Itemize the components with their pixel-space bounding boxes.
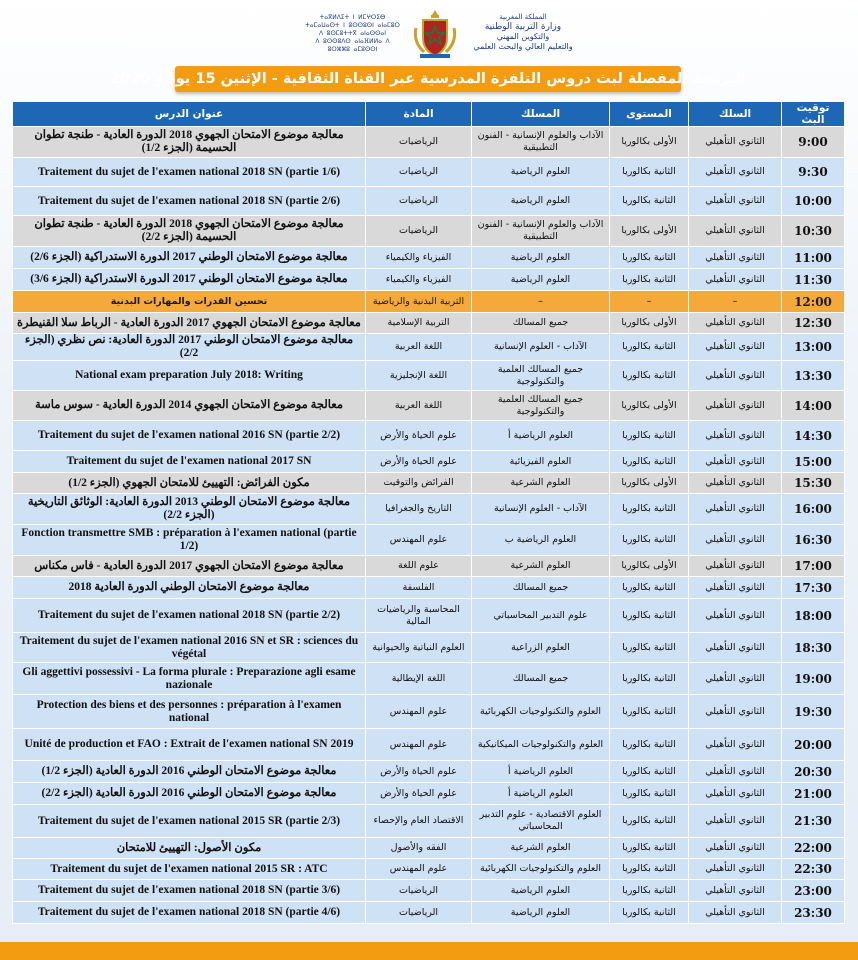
track-cell: العلوم الرياضية [472, 247, 610, 269]
cycle-cell: الثانوي التأهيلي [689, 391, 782, 421]
level-cell: الثانية بكالوريا [610, 663, 689, 695]
column-header-level: المستوى [610, 102, 689, 127]
time-cell: 19:00 [782, 663, 845, 695]
subject-cell: علوم المهندس [366, 859, 472, 880]
cycle-cell: الثانوي التأهيلي [689, 216, 782, 247]
table-row [13, 880, 845, 902]
cycle-cell: الثانوي التأهيلي [689, 361, 782, 391]
table-row [13, 633, 845, 663]
subject-cell: الرياضيات [366, 127, 472, 158]
table-row [13, 473, 845, 494]
subject-cell: الفلسفة [366, 577, 472, 599]
lesson-cell: Traitement du sujet de l'examen national 2018 SN (partie 2/6) [13, 187, 366, 216]
lesson-cell: Traitement du sujet de l'examen national 2018 SN (partie 1/6) [13, 158, 366, 187]
track-cell: العلوم والتكنولوجيات الميكانيكية [472, 729, 610, 761]
level-cell: الأولى بكالوريا [610, 391, 689, 421]
table-row [13, 291, 845, 313]
level-cell: الأولى بكالوريا [610, 216, 689, 247]
level-cell: الأولى بكالوريا [610, 313, 689, 334]
lesson-cell: Fonction transmettre SMB : préparation à l'examen national (partie 1/2) [13, 525, 366, 556]
table-row [13, 421, 845, 451]
subject-cell: علوم الحياة والأرض [366, 783, 472, 805]
cycle-cell: الثانوي التأهيلي [689, 599, 782, 633]
track-cell: الآداب - العلوم الإنسانية [472, 494, 610, 525]
cycle-cell: الثانوي التأهيلي [689, 663, 782, 695]
track-cell: العلوم الفيزيائية [472, 451, 610, 473]
subject-cell: الرياضيات [366, 187, 472, 216]
ministry-name-arabic [468, 12, 578, 52]
lesson-cell: معالجة موضوع الامتحان الجهوي 2017 الدورة العادية - فاس مكناس [13, 556, 366, 577]
table-row [13, 269, 845, 291]
cycle-cell: الثانوي التأهيلي [689, 577, 782, 599]
time-cell: 21:30 [782, 805, 845, 838]
time-cell: 17:00 [782, 556, 845, 577]
time-cell: 11:30 [782, 269, 845, 291]
column-header-cycle: السلك [689, 102, 782, 127]
subject-cell: الرياضيات [366, 880, 472, 902]
level-cell: الثانية بكالوريا [610, 361, 689, 391]
track-cell: الآداب - العلوم الإنسانية [472, 334, 610, 361]
lesson-cell: معالجة موضوع الامتحان الوطني 2017 الدورة الاستدراكية (الجزء 2/6) [13, 247, 366, 269]
track-cell: العلوم الشرعية [472, 556, 610, 577]
level-cell: الثانية بكالوريا [610, 880, 689, 902]
table-row [13, 313, 845, 334]
cycle-cell: الثانوي التأهيلي [689, 695, 782, 729]
lesson-cell: معالجة موضوع الامتحان الوطني الدورة العادية 2018 [13, 577, 366, 599]
level-cell: الثانية بكالوريا [610, 451, 689, 473]
ministry-name-tifinagh [305, 14, 400, 54]
subject-cell: علوم المهندس [366, 525, 472, 556]
table-row [13, 361, 845, 391]
level-cell: الثانية بكالوريا [610, 187, 689, 216]
lesson-cell: Unité de production et FAO : Extrait de l'examen national SN 2019 [13, 729, 366, 761]
table-row [13, 556, 845, 577]
cycle-cell: الثانوي التأهيلي [689, 334, 782, 361]
table-row [13, 158, 845, 187]
time-cell: 23:30 [782, 902, 845, 924]
lesson-cell: معالجة موضوع الامتحان الوطني 2017 الدورة الاستدراكية (الجزء 3/6) [13, 269, 366, 291]
time-cell: 20:30 [782, 761, 845, 783]
subject-cell: العلوم النباتية والحيوانية [366, 633, 472, 663]
subject-cell: اللغة العربية [366, 391, 472, 421]
table-row [13, 391, 845, 421]
track-cell: العلوم الرياضية [472, 158, 610, 187]
lesson-cell: معالجة موضوع الامتحان الوطني 2017 الدورة العادية: نص نظري (الجزء 2/2) [13, 334, 366, 361]
table-row [13, 599, 845, 633]
schedule-body [13, 127, 845, 924]
subject-cell: الرياضيات [366, 216, 472, 247]
level-cell: الأولى بكالوريا [610, 127, 689, 158]
time-cell: 19:30 [782, 695, 845, 729]
cycle-cell: الثانوي التأهيلي [689, 633, 782, 663]
track-cell: العلوم الرياضية أ [472, 783, 610, 805]
time-cell: 13:00 [782, 334, 845, 361]
cycle-cell: الثانوي التأهيلي [689, 494, 782, 525]
time-cell: 16:00 [782, 494, 845, 525]
track-cell: – [472, 291, 610, 313]
cycle-cell: الثانوي التأهيلي [689, 247, 782, 269]
subject-cell: المحاسبة والرياضيات المالية [366, 599, 472, 633]
cycle-cell: الثانوي التأهيلي [689, 556, 782, 577]
subject-cell: التربية الإسلامية [366, 313, 472, 334]
track-cell: العلوم الاقتصادية - علوم التدبير المحاسباتي [472, 805, 610, 838]
table-row [13, 695, 845, 729]
level-cell: الثانية بكالوريا [610, 421, 689, 451]
cycle-cell: الثانوي التأهيلي [689, 729, 782, 761]
track-cell: العلوم الرياضية [472, 880, 610, 902]
lesson-cell: معالجة موضوع الامتحان الوطني 2016 الدورة العادية (الجزء 1/2) [13, 761, 366, 783]
level-cell: الثانية بكالوريا [610, 695, 689, 729]
ministry-line: والتعليم العالي والبحث العلمي [473, 42, 573, 51]
column-header-subject: المادة [366, 102, 472, 127]
subject-cell: الفقه والأصول [366, 838, 472, 859]
track-cell: العلوم والتكنولوجيات الكهربائية [472, 695, 610, 729]
lesson-cell: Traitement du sujet de l'examen national 2017 SN [13, 451, 366, 473]
time-cell: 20:00 [782, 729, 845, 761]
time-cell: 14:30 [782, 421, 845, 451]
level-cell: الثانية بكالوريا [610, 783, 689, 805]
cycle-cell: الثانوي التأهيلي [689, 525, 782, 556]
lesson-cell: مكون الفرائض: التهييئ للامتحان الجهوي (الجزء 1/2) [13, 473, 366, 494]
level-cell: الأولى بكالوريا [610, 556, 689, 577]
time-cell: 13:30 [782, 361, 845, 391]
schedule-table [12, 101, 845, 924]
cycle-cell: الثانوي التأهيلي [689, 902, 782, 924]
level-cell: الثانية بكالوريا [610, 334, 689, 361]
lesson-cell: معالجة موضوع الامتحان الجهوي 2018 الدورة العادية - طنجة تطوان الحسيمة (الجزء 2/2) [13, 216, 366, 247]
cycle-cell: الثانوي التأهيلي [689, 127, 782, 158]
table-row [13, 838, 845, 859]
ministry-line: وزارة التربية الوطنية [484, 22, 562, 32]
subject-cell: الفيزياء والكيمياء [366, 269, 472, 291]
level-cell: الثانية بكالوريا [610, 247, 689, 269]
track-cell: العلوم الرياضية [472, 269, 610, 291]
track-cell: جميع المسالك [472, 663, 610, 695]
table-row [13, 216, 845, 247]
time-cell: 9:00 [782, 127, 845, 158]
time-cell: 16:30 [782, 525, 845, 556]
level-cell: الثانية بكالوريا [610, 599, 689, 633]
table-row [13, 334, 845, 361]
table-row [13, 451, 845, 473]
track-cell: الآداب والعلوم الإنسانية - الفنون التطبيقية [472, 216, 610, 247]
lesson-cell: Traitement du sujet de l'examen national 2015 SR : ATC [13, 859, 366, 880]
cycle-cell: الثانوي التأهيلي [689, 859, 782, 880]
track-cell: جميع المسالك [472, 577, 610, 599]
header [0, 0, 858, 70]
subject-cell: علوم المهندس [366, 695, 472, 729]
cycle-cell: الثانوي التأهيلي [689, 473, 782, 494]
tifinagh-line: ⵜⴰⵎⴰⵡⴰⵙⵜ ⵏ ⵓⵙⵙⵓⵙⵏ ⴰⵏⴰⵎⵓⵔ [305, 22, 400, 29]
kingdom-emblem-icon [412, 8, 458, 60]
tifinagh-line: ⴷ ⵓⵙⵙⵓⴷⵙ ⴰⵏⴰⴼⵍⵍⴰ ⴷ ⵓⵔⵣⵣⵓ ⴰⵎⵓⵙⵙⵏ [315, 38, 390, 53]
column-header-time: توقيت البث [782, 102, 845, 127]
table-row [13, 902, 845, 924]
bottom-accent-bar [0, 942, 858, 960]
track-cell: العلوم الشرعية [472, 473, 610, 494]
table-row [13, 729, 845, 761]
subject-cell: الاقتصاد العام والإحصاء [366, 805, 472, 838]
level-cell: الثانية بكالوريا [610, 805, 689, 838]
level-cell: – [610, 291, 689, 313]
cycle-cell: الثانوي التأهيلي [689, 451, 782, 473]
subject-cell: الفرائض والتوقيت [366, 473, 472, 494]
lesson-cell: معالجة موضوع الامتحان الجهوي 2018 الدورة العادية - طنجة تطوان الحسيمة (الجزء 1/2) [13, 127, 366, 158]
track-cell: جميع المسالك [472, 313, 610, 334]
subject-cell: الرياضيات [366, 902, 472, 924]
time-cell: 12:00 [782, 291, 845, 313]
track-cell: جميع المسالك العلمية والتكنولوجية [472, 361, 610, 391]
lesson-cell: Protection des biens et des personnes : préparation à l'examen national [13, 695, 366, 729]
lesson-cell: معالجة موضوع الامتحان الوطني 2016 الدورة العادية (الجزء 2/2) [13, 783, 366, 805]
cycle-cell: الثانوي التأهيلي [689, 838, 782, 859]
time-cell: 23:00 [782, 880, 845, 902]
time-cell: 22:00 [782, 838, 845, 859]
table-row [13, 663, 845, 695]
cycle-cell: الثانوي التأهيلي [689, 313, 782, 334]
lesson-cell: معالجة موضوع الامتحان الجهوي 2017 الدورة العادية - الرباط سلا القنيطرة [13, 313, 366, 334]
subject-cell: علوم الحياة والأرض [366, 421, 472, 451]
time-cell: 12:30 [782, 313, 845, 334]
table-row [13, 577, 845, 599]
track-cell: جميع المسالك العلمية والتكنولوجية [472, 391, 610, 421]
track-cell: العلوم والتكنولوجيات الكهربائية [472, 859, 610, 880]
track-cell: العلوم الرياضية [472, 902, 610, 924]
subject-cell: اللغة الإنجليزية [366, 361, 472, 391]
level-cell: الأولى بكالوريا [610, 473, 689, 494]
track-cell: العلوم الرياضية ب [472, 525, 610, 556]
time-cell: 15:00 [782, 451, 845, 473]
table-row [13, 247, 845, 269]
subject-cell: اللغة العربية [366, 334, 472, 361]
subject-cell: الفيزياء والكيمياء [366, 247, 472, 269]
cycle-cell: – [689, 291, 782, 313]
subject-cell: علوم اللغة [366, 556, 472, 577]
track-cell: الآداب والعلوم الإنسانية - الفنون التطبيقية [472, 127, 610, 158]
time-cell: 18:00 [782, 599, 845, 633]
subject-cell: التربية البدنية والرياضية [366, 291, 472, 313]
level-cell: الثانية بكالوريا [610, 838, 689, 859]
time-cell: 18:30 [782, 633, 845, 663]
subject-cell: علوم الحياة والأرض [366, 451, 472, 473]
track-cell: العلوم الشرعية [472, 838, 610, 859]
lesson-cell: Traitement du sujet de l'examen national 2018 SN (partie 2/2) [13, 599, 366, 633]
track-cell: العلوم الرياضية أ [472, 761, 610, 783]
track-cell: العلوم الرياضية أ [472, 421, 610, 451]
table-row [13, 859, 845, 880]
time-cell: 11:00 [782, 247, 845, 269]
level-cell: الثانية بكالوريا [610, 633, 689, 663]
cycle-cell: الثانوي التأهيلي [689, 783, 782, 805]
column-header-lesson: عنوان الدرس [13, 102, 366, 127]
tifinagh-line: ⴷ ⵓⵙⵎⵓⵜⵜⴳ ⴰⵏⴰⵙⵙⴰⵏ [318, 30, 387, 37]
time-cell: 10:30 [782, 216, 845, 247]
table-row [13, 187, 845, 216]
subject-cell: اللغة الإيطالية [366, 663, 472, 695]
cycle-cell: الثانوي التأهيلي [689, 158, 782, 187]
level-cell: الثانية بكالوريا [610, 158, 689, 187]
lesson-cell: Traitement du sujet de l'examen national 2016 SN (partie 2/2) [13, 421, 366, 451]
lesson-cell: معالجة موضوع الامتحان الجهوي 2014 الدورة العادية - سوس ماسة [13, 391, 366, 421]
level-cell: الثانية بكالوريا [610, 577, 689, 599]
cycle-cell: الثانوي التأهيلي [689, 269, 782, 291]
tifinagh-line: ⵜⴰⴳⵍⴷⵉⵜ ⵏ ⵍⵎⵖⵔⵉⴱ [319, 14, 386, 21]
column-header-track: المسلك [472, 102, 610, 127]
subject-cell: علوم الحياة والأرض [366, 761, 472, 783]
subject-cell: الرياضيات [366, 158, 472, 187]
time-cell: 14:00 [782, 391, 845, 421]
cycle-cell: الثانوي التأهيلي [689, 805, 782, 838]
time-cell: 9:30 [782, 158, 845, 187]
level-cell: الثانية بكالوريا [610, 525, 689, 556]
level-cell: الثانية بكالوريا [610, 859, 689, 880]
cycle-cell: الثانوي التأهيلي [689, 880, 782, 902]
track-cell: العلوم الزراعية [472, 633, 610, 663]
ministry-line: المملكة المغربية [499, 13, 547, 21]
cycle-cell: الثانوي التأهيلي [689, 761, 782, 783]
time-cell: 22:30 [782, 859, 845, 880]
track-cell: العلوم الرياضية [472, 187, 610, 216]
subject-cell: علوم المهندس [366, 729, 472, 761]
cycle-cell: الثانوي التأهيلي [689, 187, 782, 216]
ministry-line: والتكوين المهني [496, 32, 550, 41]
cycle-cell: الثانوي التأهيلي [689, 421, 782, 451]
table-row [13, 783, 845, 805]
time-cell: 21:00 [782, 783, 845, 805]
time-cell: 15:30 [782, 473, 845, 494]
title-banner [109, 66, 747, 92]
lesson-cell: معالجة موضوع الامتحان الوطني 2013 الدورة العادية: الوثائق التاريخية (الجزء 2/2) [13, 494, 366, 525]
level-cell: الثانية بكالوريا [610, 761, 689, 783]
table-row [13, 525, 845, 556]
lesson-cell: Gli aggettivi possessivi - La forma plurale : Preparazione agli esame nazionale [13, 663, 366, 695]
level-cell: الثانية بكالوريا [610, 269, 689, 291]
lesson-cell: Traitement du sujet de l'examen national 2018 SN (partie 3/6) [13, 880, 366, 902]
lesson-cell: Traitement du sujet de l'examen national 2016 SN et SR : sciences du végétal [13, 633, 366, 663]
track-cell: علوم التدبير المحاسباتي [472, 599, 610, 633]
table-row [13, 127, 845, 158]
table-row [13, 761, 845, 783]
lesson-cell: Traitement du sujet de l'examen national 2018 SN (partie 4/6) [13, 902, 366, 924]
table-row [13, 805, 845, 838]
table-header-row [13, 102, 845, 127]
page-title: البرمجة المفصلة لبث دروس التلفزة المدرسية عبر القناة الثقافية - الإثنين 15 يونيو 2020 [109, 71, 747, 87]
level-cell: الثانية بكالوريا [610, 902, 689, 924]
lesson-cell: مكون الأصول: التهييئ للامتحان [13, 838, 366, 859]
time-cell: 10:00 [782, 187, 845, 216]
level-cell: الثانية بكالوريا [610, 494, 689, 525]
subject-cell: التاريخ والجغرافيا [366, 494, 472, 525]
level-cell: الثانية بكالوريا [610, 729, 689, 761]
lesson-cell: National exam preparation July 2018: Writing [13, 361, 366, 391]
time-cell: 17:30 [782, 577, 845, 599]
lesson-cell: تحسين القدرات والمهارات البدنية [13, 291, 366, 313]
table-row [13, 494, 845, 525]
lesson-cell: Traitement du sujet de l'examen national 2015 SR (partie 2/3) [13, 805, 366, 838]
